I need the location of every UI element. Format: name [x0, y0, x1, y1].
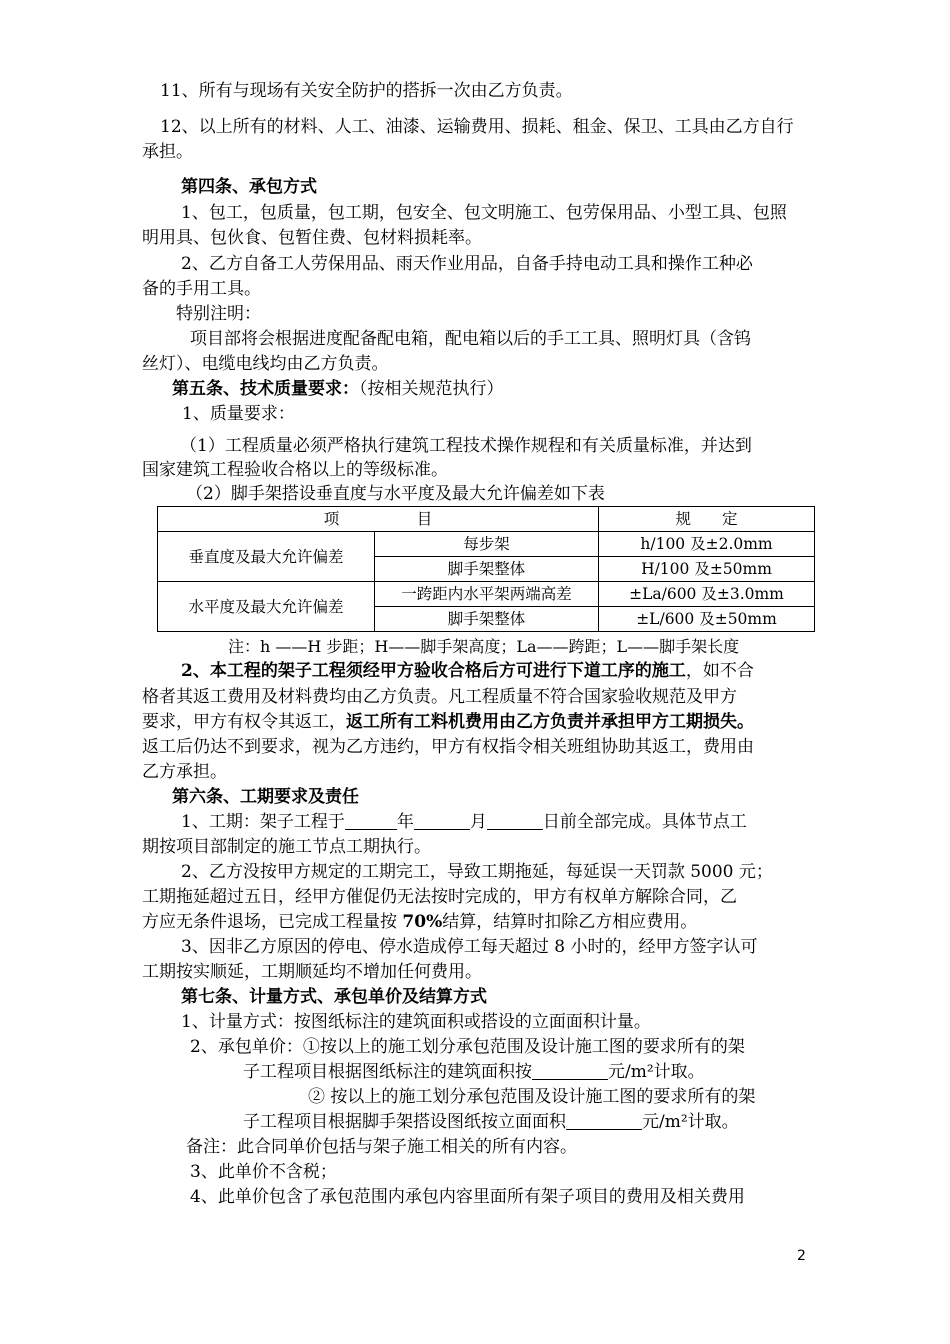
- table-cell-spec: ±L/600 及±50mm: [599, 607, 815, 632]
- table-cell-spec: h/100 及±2.0mm: [599, 532, 815, 557]
- art6-p3-line2: 工期按实顺延，工期顺延均不增加任何费用。: [142, 962, 482, 982]
- art7-p2-line2: [243, 1061, 705, 1083]
- art4-note-label: 特别注明：: [176, 304, 261, 324]
- art6-p3-line1: 3、因非乙方原因的停电、停水造成停工每天超过 8 小时的，经甲方签字认可: [181, 937, 758, 957]
- art6-p2-line3-bold: 70%: [402, 912, 443, 932]
- art4-p2-line1: 2、乙方自备工人劳保用品、雨天作业用品，自备手持电动工具和操作工种必: [181, 254, 753, 274]
- art4-p1-line1: 1、包工，包质量，包工期，包安全、包文明施工、包劳保用品、小型工具、包照: [181, 203, 787, 223]
- deviation-table: [157, 506, 815, 632]
- table-group-vertical: 垂直度及最大允许偏差: [158, 532, 375, 582]
- table-row: [158, 532, 815, 557]
- art5-q2: （2）脚手架搭设垂直度与水平度及最大允许偏差如下表: [186, 484, 605, 504]
- clause-12-line1: 12、以上所有的材料、人工、油漆、运输费用、损耗、租金、保卫、工具由乙方自行: [160, 117, 794, 137]
- year-blank: [345, 811, 397, 830]
- table-cell-spec: ±La/600 及±3.0mm: [599, 582, 815, 607]
- art5-p2-line2: 格者其返工费用及材料费均由乙方负责。凡工程质量不符合国家验收规范及甲方: [142, 687, 737, 707]
- art5-p2-bold: 2、本工程的架子工程须经甲方验收合格后方可进行下道工序的施工: [181, 661, 686, 681]
- table-header-item: 项 目: [158, 507, 599, 532]
- table-cell-item: 一跨距内水平架两端高差: [375, 582, 599, 607]
- art7-p1: 1、计量方式：按图纸标注的建筑面积或搭设的立面面积计量。: [181, 1012, 651, 1032]
- month-blank: [414, 811, 470, 830]
- art4-note-line1: 项目部将会根据进度配备配电箱，配电箱以后的手工工具、照明灯具（含钨: [190, 329, 751, 349]
- art5-q1-line1: （1）工程质量必须严格执行建筑工程技术操作规程和有关质量标准，并达到: [180, 436, 752, 456]
- clause-11: 11、所有与现场有关安全防护的搭拆一次由乙方负责。: [160, 81, 573, 101]
- art5-p2-line4: 返工后仍达不到要求，视为乙方违约，甲方有权指令相关班组协助其返工，费用由: [142, 737, 754, 757]
- art6-month: 月: [469, 812, 487, 832]
- art5-p2-line3: [142, 711, 754, 733]
- art5-title-suffix: （按相关规范执行）: [359, 379, 504, 399]
- table-group-horizontal: 水平度及最大允许偏差: [158, 582, 375, 632]
- art7-p2-line1: 2、承包单价：①按以上的施工划分承包范围及设计施工图的要求所有的架: [190, 1037, 745, 1057]
- price-blank-1: [532, 1061, 608, 1080]
- art6-p2-line2: 工期拖延超过五日，经甲方催促仍无法按时完成的，甲方有权单方解除合同，乙: [142, 887, 737, 907]
- art5-q1-line2: 国家建筑工程验收合格以上的等级标准。: [142, 460, 448, 480]
- art7-remark: 备注：此合同单价包括与架子施工相关的所有内容。: [186, 1137, 577, 1157]
- article-6-title: 第六条、工期要求及责任: [172, 787, 359, 807]
- art7-p2-line2-b: 元/m²计取。: [608, 1062, 705, 1082]
- art5-p2-line5: 乙方承担。: [142, 762, 227, 782]
- art4-p2-line2: 备的手用工具。: [142, 279, 261, 299]
- art7-p3: 3、此单价不含税；: [190, 1162, 337, 1182]
- art7-p2-line4-a: 子工程项目根据脚手架搭设图纸按立面面积: [243, 1112, 566, 1132]
- art6-p1-a: 1、工期：架子工程于: [181, 812, 345, 832]
- art5-sub1: 1、质量要求：: [182, 404, 295, 424]
- table-cell-item: 脚手架整体: [375, 607, 599, 632]
- art5-p2-line1: [181, 660, 754, 682]
- art6-year: 年: [396, 812, 414, 832]
- article-7-title: 第七条、计量方式、承包单价及结算方式: [181, 987, 487, 1007]
- art6-p1-line1: [181, 811, 747, 833]
- art5-p2-rest: ，如不合: [685, 661, 754, 681]
- clause-12-line2: 承担。: [142, 142, 193, 162]
- table-note: 注：h ——H 步距；H——脚手架高度；La——跨距；L——脚手架长度: [228, 637, 740, 656]
- page-number: 2: [797, 1248, 806, 1264]
- art6-p2-line1: 2、乙方没按甲方规定的工期完工，导致工期拖延，每延误一天罚款 5000 元；: [181, 862, 773, 882]
- art6-p2-line3: [142, 911, 697, 933]
- art5-title-bold: 第五条、技术质量要求：: [172, 379, 359, 399]
- art6-p1-line2: 期按项目部制定的施工节点工期执行。: [142, 837, 431, 857]
- table-cell-spec: H/100 及±50mm: [599, 557, 815, 582]
- art6-p2-line3-a: 方应无条件退场，已完成工程量按: [142, 912, 403, 932]
- art4-p1-line2: 明用具、包伙食、包暂住费、包材料损耗率。: [142, 228, 482, 248]
- table-header-spec: 规 定: [599, 507, 815, 532]
- article-4-title: 第四条、承包方式: [181, 177, 317, 197]
- art5-p2-line3-a: 要求，甲方有权令其返工，: [142, 712, 346, 732]
- price-blank-2: [566, 1111, 642, 1130]
- table-cell-item: 每步架: [375, 532, 599, 557]
- art7-p2-line4: [243, 1111, 739, 1133]
- article-5-title: [172, 378, 504, 400]
- table-header-row: [158, 507, 815, 532]
- art4-note-line2: 丝灯）、电缆电线均由乙方负责。: [142, 354, 389, 374]
- art5-p2-line3-bold: 返工所有工料机费用由乙方负责并承担甲方工期损失。: [346, 712, 754, 732]
- art7-p2-line3: ② 按以上的施工划分承包范围及设计施工图的要求所有的架: [308, 1087, 756, 1107]
- art7-p2-line4-b: 元/m²计取。: [642, 1112, 739, 1132]
- art7-p2-line2-a: 子工程项目根据图纸标注的建筑面积按: [243, 1062, 532, 1082]
- day-blank: [487, 811, 543, 830]
- art7-p4: 4、此单价包含了承包范围内承包内容里面所有架子项目的费用及相关费用: [190, 1187, 745, 1207]
- table-row: [158, 582, 815, 607]
- art6-p1-b: 日前全部完成。具体节点工: [542, 812, 747, 832]
- art6-p2-line3-b: 结算，结算时扣除乙方相应费用。: [442, 912, 698, 932]
- table-cell-item: 脚手架整体: [375, 557, 599, 582]
